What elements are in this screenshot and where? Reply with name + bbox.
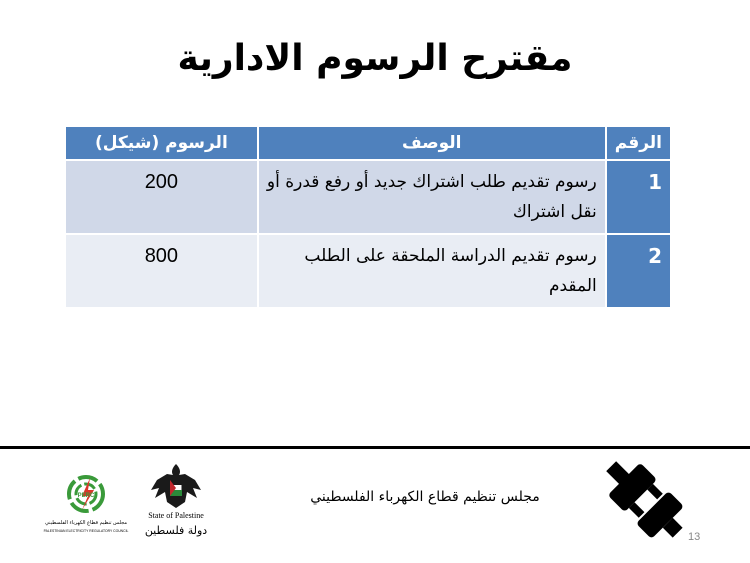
row-description: رسوم تقديم طلب اشتراك جديد أو رفع قدرة أو نقل اشتراك	[258, 160, 606, 234]
header-description: الوصف	[258, 127, 606, 160]
fees-table	[64, 127, 670, 307]
header-fee: الرسوم (شيكل)	[65, 127, 258, 160]
perc-caption-ar: مجلس تنظيم قطاع الكهرباء الفلسطيني	[45, 520, 127, 526]
row-fee: 200	[65, 160, 258, 234]
perc-letters: PERC	[77, 493, 95, 499]
state-caption-ar: دولة فلسطين	[144, 524, 208, 537]
header-number: الرقم	[606, 127, 670, 160]
state-caption-en: State of Palestine	[148, 511, 204, 520]
eagle-emblem-icon	[145, 460, 207, 542]
page-number: 13	[688, 531, 701, 543]
table-header-row	[65, 127, 670, 160]
perc-logo-icon	[43, 470, 129, 538]
council-name: مجلس تنظيم قطاع الكهرباء الفلسطيني	[310, 489, 540, 505]
electric-plug-icon	[598, 455, 688, 541]
row-number: 1	[606, 160, 670, 234]
row-number: 2	[606, 234, 670, 307]
perc-caption-en: PALESTINIAN ELECTRICITY REGULATORY COUNCIL	[43, 529, 129, 533]
table-row	[65, 234, 670, 307]
footer-divider	[0, 446, 750, 449]
row-fee: 800	[65, 234, 258, 307]
slide-title: مقترح الرسوم الادارية	[177, 38, 573, 79]
table-row	[65, 160, 670, 234]
row-description: رسوم تقديم الدراسة الملحقة على الطلب المقدم	[258, 234, 606, 307]
